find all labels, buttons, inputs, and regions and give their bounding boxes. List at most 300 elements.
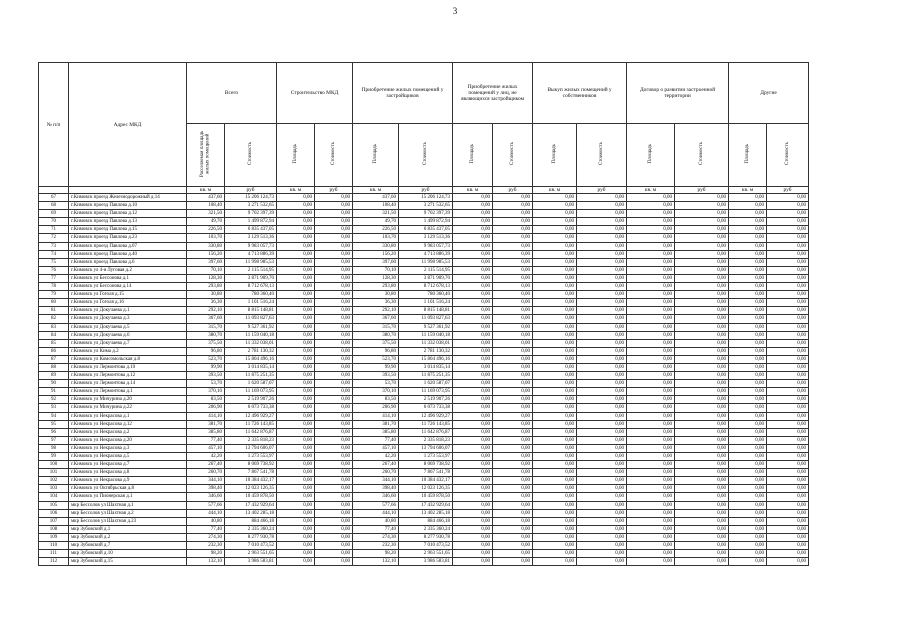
row-area-value: 0,00 [729, 485, 767, 493]
row-spacer [809, 509, 879, 517]
row-area-value: 156,20 [353, 250, 399, 258]
row-address: г.Кимовск ул Пионерская д.1 [69, 493, 187, 501]
row-spacer [809, 363, 879, 371]
row-number: 71 [39, 226, 69, 234]
row-area-value: 0,00 [277, 226, 315, 234]
group-header-developer: Приобретение жилых помещений у застройщиков [353, 63, 453, 124]
row-area-value: 0,00 [533, 461, 577, 469]
row-area-value: 0,00 [627, 315, 675, 323]
row-area-value: 0,00 [277, 347, 315, 355]
row-cost-value: 0,00 [767, 396, 809, 404]
row-cost-value: 0,00 [767, 250, 809, 258]
row-area-value: 321,50 [353, 210, 399, 218]
row-area-value: 0,00 [277, 307, 315, 315]
row-cost-value: 0,00 [577, 218, 627, 226]
row-cost-value: 0,00 [767, 412, 809, 420]
table-row [39, 299, 879, 307]
row-cost-value: 0,00 [577, 501, 627, 509]
row-cost-value: 6 835 437,05 [225, 226, 277, 234]
table-row [39, 550, 879, 558]
row-cost-value: 0,00 [577, 347, 627, 355]
row-area-value: 292,10 [353, 307, 399, 315]
row-area-value: 385,80 [353, 428, 399, 436]
row-area-value: 260,70 [187, 469, 225, 477]
row-area-value: 0,00 [729, 355, 767, 363]
row-cost-value: 0,00 [767, 242, 809, 250]
unit-rub: руб [675, 187, 729, 194]
row-area-value: 0,00 [533, 266, 577, 274]
row-spacer [809, 355, 879, 363]
row-number: 70 [39, 218, 69, 226]
row-cost-value: 9 702 397,39 [225, 210, 277, 218]
row-area-value: 0,00 [277, 283, 315, 291]
row-area-value: 0,00 [277, 218, 315, 226]
unit-rub: руб [493, 187, 533, 194]
row-area-value: 36,30 [187, 299, 225, 307]
row-address: г.Кимовск проезд Павлова д.10 [69, 202, 187, 210]
row-area-value: 0,00 [729, 461, 767, 469]
row-cost-value: 0,00 [577, 210, 627, 218]
row-cost-value: 2 781 130,32 [399, 347, 453, 355]
row-area-value: 0,00 [453, 396, 493, 404]
row-area-value: 0,00 [627, 469, 675, 477]
row-address: г.Кимовск ул Некрасова д.9 [69, 477, 187, 485]
row-area-value: 0,00 [453, 550, 493, 558]
row-area-value: 0,00 [627, 396, 675, 404]
row-cost-value: 2 335 360,24 [225, 525, 277, 533]
row-area-value: 0,00 [277, 363, 315, 371]
row-area-value: 0,00 [453, 355, 493, 363]
row-number: 76 [39, 266, 69, 274]
row-cost-value: 0,00 [493, 461, 533, 469]
row-area-value: 0,00 [729, 363, 767, 371]
row-cost-value: 0,00 [577, 315, 627, 323]
row-area-value: 0,00 [729, 315, 767, 323]
unit-empty [39, 187, 69, 194]
row-number: 80 [39, 299, 69, 307]
row-cost-value: 0,00 [493, 444, 533, 452]
table-row [39, 428, 879, 436]
row-area-value: 30,80 [353, 291, 399, 299]
row-area-value: 0,00 [453, 307, 493, 315]
table-row [39, 315, 879, 323]
row-cost-value: 11 726 143,85 [399, 420, 453, 428]
row-cost-value: 0,00 [315, 380, 353, 388]
row-cost-value: 0,00 [767, 550, 809, 558]
row-cost-value: 0,00 [675, 420, 729, 428]
row-cost-value: 0,00 [675, 444, 729, 452]
row-area-value: 375,50 [353, 339, 399, 347]
row-address: г.Кимовск проезд Павлова д.15 [69, 226, 187, 234]
row-area-value: 0,00 [533, 274, 577, 282]
row-area-value: 0,00 [627, 477, 675, 485]
row-cost-value: 0,00 [315, 501, 353, 509]
resettlement-table [38, 62, 879, 566]
row-cost-value: 0,00 [767, 380, 809, 388]
row-cost-value: 0,00 [493, 283, 533, 291]
row-cost-value: 0,00 [493, 226, 533, 234]
row-address: мкр Зубовский д.7 [69, 542, 187, 550]
row-cost-value: 13 794 606,07 [399, 444, 453, 452]
row-spacer [809, 226, 879, 234]
row-area-value: 0,00 [453, 444, 493, 452]
row-spacer [809, 461, 879, 469]
row-cost-value: 0,00 [675, 485, 729, 493]
row-cost-value: 0,00 [767, 283, 809, 291]
row-number: 89 [39, 372, 69, 380]
row-cost-value: 0,00 [493, 453, 533, 461]
row-number: 103 [39, 485, 69, 493]
row-cost-value: 13 402 285,18 [225, 509, 277, 517]
row-cost-value: 9 983 057,73 [399, 242, 453, 250]
row-cost-value: 0,00 [577, 404, 627, 412]
row-number: 82 [39, 315, 69, 323]
row-area-value: 0,00 [627, 226, 675, 234]
row-area-value: 0,00 [453, 525, 493, 533]
sub-header-area: Площадь [627, 124, 675, 187]
row-area-value: 0,00 [453, 380, 493, 388]
row-address: мкр Бессолов ул Шахтная д.1 [69, 501, 187, 509]
table-row [39, 404, 879, 412]
col-address-header: Адрес МКД [69, 63, 187, 187]
row-address: мкр Зубовский д.10 [69, 550, 187, 558]
row-number: 105 [39, 501, 69, 509]
unit-area: кв. м [533, 187, 577, 194]
row-spacer [809, 274, 879, 282]
row-cost-value: 780 360,40 [399, 291, 453, 299]
row-cost-value: 0,00 [577, 202, 627, 210]
row-cost-value: 0,00 [675, 283, 729, 291]
row-cost-value: 0,00 [315, 210, 353, 218]
row-number: 81 [39, 307, 69, 315]
row-cost-value: 0,00 [675, 412, 729, 420]
row-cost-value: 0,00 [675, 501, 729, 509]
row-cost-value: 0,00 [767, 234, 809, 242]
row-cost-value: 1 499 872,94 [399, 218, 453, 226]
row-cost-value: 3 986 583,81 [225, 558, 277, 566]
row-area-value: 0,00 [627, 380, 675, 388]
row-area-value: 0,00 [277, 509, 315, 517]
row-cost-value: 0,00 [315, 469, 353, 477]
row-area-value: 0,00 [533, 202, 577, 210]
row-cost-value: 0,00 [577, 550, 627, 558]
row-number: 85 [39, 339, 69, 347]
row-area-value: 0,00 [729, 428, 767, 436]
row-area-value: 0,00 [729, 469, 767, 477]
row-cost-value: 0,00 [493, 509, 533, 517]
row-area-value: 0,00 [627, 258, 675, 266]
row-cost-value: 0,00 [315, 315, 353, 323]
row-area-value: 0,00 [627, 339, 675, 347]
header-row-units [39, 187, 879, 194]
row-area-value: 380,70 [187, 331, 225, 339]
row-area-value: 53,70 [353, 380, 399, 388]
row-cost-value: 3 129 513,36 [399, 234, 453, 242]
row-area-value: 0,00 [627, 558, 675, 566]
row-cost-value: 0,00 [493, 533, 533, 541]
row-area-value: 0,00 [277, 420, 315, 428]
row-area-value: 0,00 [729, 412, 767, 420]
row-cost-value: 0,00 [315, 477, 353, 485]
row-area-value: 0,00 [453, 347, 493, 355]
row-number: 78 [39, 283, 69, 291]
row-area-value: 0,00 [453, 226, 493, 234]
row-spacer [809, 428, 879, 436]
row-cost-value: 0,00 [315, 517, 353, 525]
row-area-value: 0,00 [729, 542, 767, 550]
row-area-value: 0,00 [453, 202, 493, 210]
row-cost-value: 0,00 [767, 258, 809, 266]
row-number: 91 [39, 388, 69, 396]
row-area-value: 344,10 [187, 477, 225, 485]
row-cost-value: 0,00 [767, 315, 809, 323]
row-area-value: 0,00 [533, 323, 577, 331]
row-cost-value: 0,00 [493, 558, 533, 566]
row-area-value: 0,00 [533, 347, 577, 355]
group-header-development-agreement: Договор о развитии застроенной территории [627, 63, 729, 124]
row-spacer [809, 242, 879, 250]
row-cost-value: 2 335 818,23 [225, 436, 277, 444]
row-area-value: 0,00 [729, 517, 767, 525]
row-cost-value: 7 867 541,78 [225, 469, 277, 477]
row-area-value: 375,50 [187, 339, 225, 347]
row-area-value: 0,00 [627, 250, 675, 258]
row-area-value: 0,00 [453, 315, 493, 323]
row-area-value: 0,00 [729, 194, 767, 202]
row-number: 83 [39, 323, 69, 331]
row-number: 111 [39, 550, 69, 558]
row-area-value: 83,50 [187, 396, 225, 404]
row-cost-value: 0,00 [315, 509, 353, 517]
row-cost-value: 0,00 [315, 388, 353, 396]
row-area-value: 0,00 [627, 210, 675, 218]
row-cost-value: 0,00 [493, 517, 533, 525]
row-cost-value: 0,00 [675, 542, 729, 550]
row-area-value: 0,00 [277, 266, 315, 274]
row-area-value: 0,00 [277, 550, 315, 558]
unit-rub: руб [577, 187, 627, 194]
row-area-value: 0,00 [533, 485, 577, 493]
row-cost-value: 0,00 [767, 558, 809, 566]
row-area-value: 0,00 [627, 485, 675, 493]
row-cost-value: 10 384 432,17 [225, 477, 277, 485]
table-row [39, 210, 879, 218]
table-row [39, 412, 879, 420]
row-area-value: 0,00 [453, 477, 493, 485]
row-area-value: 0,00 [453, 461, 493, 469]
row-area-value: 0,00 [533, 525, 577, 533]
table-row [39, 477, 879, 485]
row-area-value: 0,00 [627, 436, 675, 444]
row-cost-value: 0,00 [577, 307, 627, 315]
row-area-value: 40,80 [353, 517, 399, 525]
row-area-value: 96,80 [353, 347, 399, 355]
row-cost-value: 0,00 [315, 453, 353, 461]
row-area-value: 0,00 [627, 274, 675, 282]
row-spacer [809, 533, 879, 541]
row-cost-value: 0,00 [675, 372, 729, 380]
row-area-value: 346,60 [187, 493, 225, 501]
row-area-value: 83,50 [353, 396, 399, 404]
row-area-value: 0,00 [533, 331, 577, 339]
row-area-value: 367,60 [187, 315, 225, 323]
row-area-value: 397,60 [353, 258, 399, 266]
row-area-value: 0,00 [277, 323, 315, 331]
row-cost-value: 0,00 [577, 420, 627, 428]
row-address: г.Кимовск ул Некрасова д.7 [69, 461, 187, 469]
row-spacer [809, 404, 879, 412]
row-area-value: 0,00 [533, 372, 577, 380]
row-area-value: 260,70 [353, 469, 399, 477]
row-number: 87 [39, 355, 69, 363]
table-row [39, 339, 879, 347]
row-number: 90 [39, 380, 69, 388]
row-cost-value: 1 101 516,24 [399, 299, 453, 307]
row-spacer [809, 380, 879, 388]
row-cost-value: 0,00 [767, 388, 809, 396]
row-area-value: 437,60 [353, 194, 399, 202]
row-number: 94 [39, 412, 69, 420]
row-area-value: 0,00 [729, 380, 767, 388]
row-cost-value: 0,00 [493, 202, 533, 210]
row-area-value: 457,10 [353, 444, 399, 452]
row-cost-value: 0,00 [493, 396, 533, 404]
row-area-value: 0,00 [453, 485, 493, 493]
row-area-value: 0,00 [277, 258, 315, 266]
row-spacer [809, 453, 879, 461]
row-area-value: 330,80 [187, 242, 225, 250]
unit-rub: руб [399, 187, 453, 194]
row-area-value: 0,00 [533, 493, 577, 501]
row-cost-value: 0,00 [577, 291, 627, 299]
row-cost-value: 0,00 [767, 477, 809, 485]
row-cost-value: 0,00 [577, 226, 627, 234]
sub-header-total-area: Расселяемая площадь жилых помещений [187, 124, 225, 187]
row-cost-value: 0,00 [675, 517, 729, 525]
row-area-value: 0,00 [453, 250, 493, 258]
row-area-value: 0,00 [533, 533, 577, 541]
row-area-value: 293,80 [353, 283, 399, 291]
row-cost-value: 0,00 [675, 453, 729, 461]
row-cost-value: 3 986 583,81 [399, 558, 453, 566]
row-area-value: 0,00 [453, 428, 493, 436]
row-area-value: 370,10 [187, 388, 225, 396]
row-area-value: 0,00 [453, 558, 493, 566]
row-area-value: 0,00 [533, 250, 577, 258]
row-number: 112 [39, 558, 69, 566]
row-area-value: 0,00 [729, 218, 767, 226]
table-row [39, 250, 879, 258]
table-row [39, 323, 879, 331]
row-address: г.Кимовск ул Комсомольская д.8 [69, 355, 187, 363]
row-address: мкр Бессолов ул Шахтная д.23 [69, 517, 187, 525]
row-cost-value: 0,00 [675, 477, 729, 485]
row-area-value: 0,00 [533, 226, 577, 234]
row-area-value: 330,80 [353, 242, 399, 250]
row-spacer [809, 436, 879, 444]
row-area-value: 0,00 [277, 542, 315, 550]
row-cost-value: 884 466,18 [225, 517, 277, 525]
row-area-value: 0,00 [277, 477, 315, 485]
row-area-value: 0,00 [453, 258, 493, 266]
row-area-value: 99,90 [187, 363, 225, 371]
row-number: 84 [39, 331, 69, 339]
table-row [39, 274, 879, 282]
row-cost-value: 0,00 [675, 274, 729, 282]
row-cost-value: 0,00 [493, 477, 533, 485]
row-cost-value: 2 781 130,32 [225, 347, 277, 355]
row-cost-value: 0,00 [493, 493, 533, 501]
row-cost-value: 0,00 [577, 436, 627, 444]
row-address: мкр Бессолов ул Шахтная д.2 [69, 509, 187, 517]
row-area-value: 0,00 [277, 461, 315, 469]
row-area-value: 0,00 [627, 372, 675, 380]
row-cost-value: 0,00 [577, 363, 627, 371]
group-header-construction: Строительство МКД [277, 63, 353, 124]
table-row [39, 242, 879, 250]
table-row [39, 461, 879, 469]
row-cost-value: 0,00 [675, 347, 729, 355]
table-row [39, 469, 879, 477]
row-area-value: 103,70 [187, 234, 225, 242]
row-cost-value: 0,00 [315, 226, 353, 234]
row-spacer [809, 420, 879, 428]
row-cost-value: 0,00 [577, 533, 627, 541]
row-area-value: 0,00 [277, 355, 315, 363]
row-cost-value: 0,00 [577, 485, 627, 493]
row-address: г.Кимовск проезд Павлова д.13 [69, 218, 187, 226]
row-area-value: 292,10 [187, 307, 225, 315]
row-area-value: 0,00 [627, 291, 675, 299]
row-cost-value: 0,00 [675, 315, 729, 323]
row-cost-value: 2 963 551,65 [225, 550, 277, 558]
unit-area: кв. м [729, 187, 767, 194]
row-cost-value: 0,00 [493, 372, 533, 380]
row-number: 102 [39, 477, 69, 485]
row-address: мкр Зубовский д.2 [69, 533, 187, 541]
row-cost-value: 1 620 587,07 [399, 380, 453, 388]
row-cost-value: 12 496 929,27 [225, 412, 277, 420]
row-area-value: 0,00 [729, 242, 767, 250]
row-number: 75 [39, 258, 69, 266]
row-cost-value: 8 069 738,92 [225, 461, 277, 469]
sub-header-cost: Стоимость [399, 124, 453, 187]
row-cost-value: 0,00 [675, 404, 729, 412]
row-cost-value: 0,00 [767, 517, 809, 525]
row-cost-value: 884 466,18 [399, 517, 453, 525]
row-cost-value: 0,00 [767, 218, 809, 226]
row-area-value: 0,00 [533, 218, 577, 226]
row-area-value: 398,40 [353, 485, 399, 493]
row-area-value: 0,00 [277, 404, 315, 412]
row-number: 98 [39, 444, 69, 452]
row-area-value: 0,00 [627, 218, 675, 226]
row-area-value: 0,00 [627, 234, 675, 242]
row-cost-value: 0,00 [315, 525, 353, 533]
row-area-value: 0,00 [277, 315, 315, 323]
row-cost-value: 780 360,40 [225, 291, 277, 299]
row-area-value: 103,70 [353, 234, 399, 242]
row-area-value: 0,00 [453, 274, 493, 282]
row-area-value: 0,00 [277, 380, 315, 388]
row-cost-value: 0,00 [675, 388, 729, 396]
row-cost-value: 8 815 148,81 [225, 307, 277, 315]
row-cost-value: 2 519 907,26 [399, 396, 453, 404]
unit-area: кв. м [453, 187, 493, 194]
row-cost-value: 10 459 878,50 [225, 493, 277, 501]
row-spacer [809, 315, 879, 323]
row-area-value: 0,00 [277, 485, 315, 493]
